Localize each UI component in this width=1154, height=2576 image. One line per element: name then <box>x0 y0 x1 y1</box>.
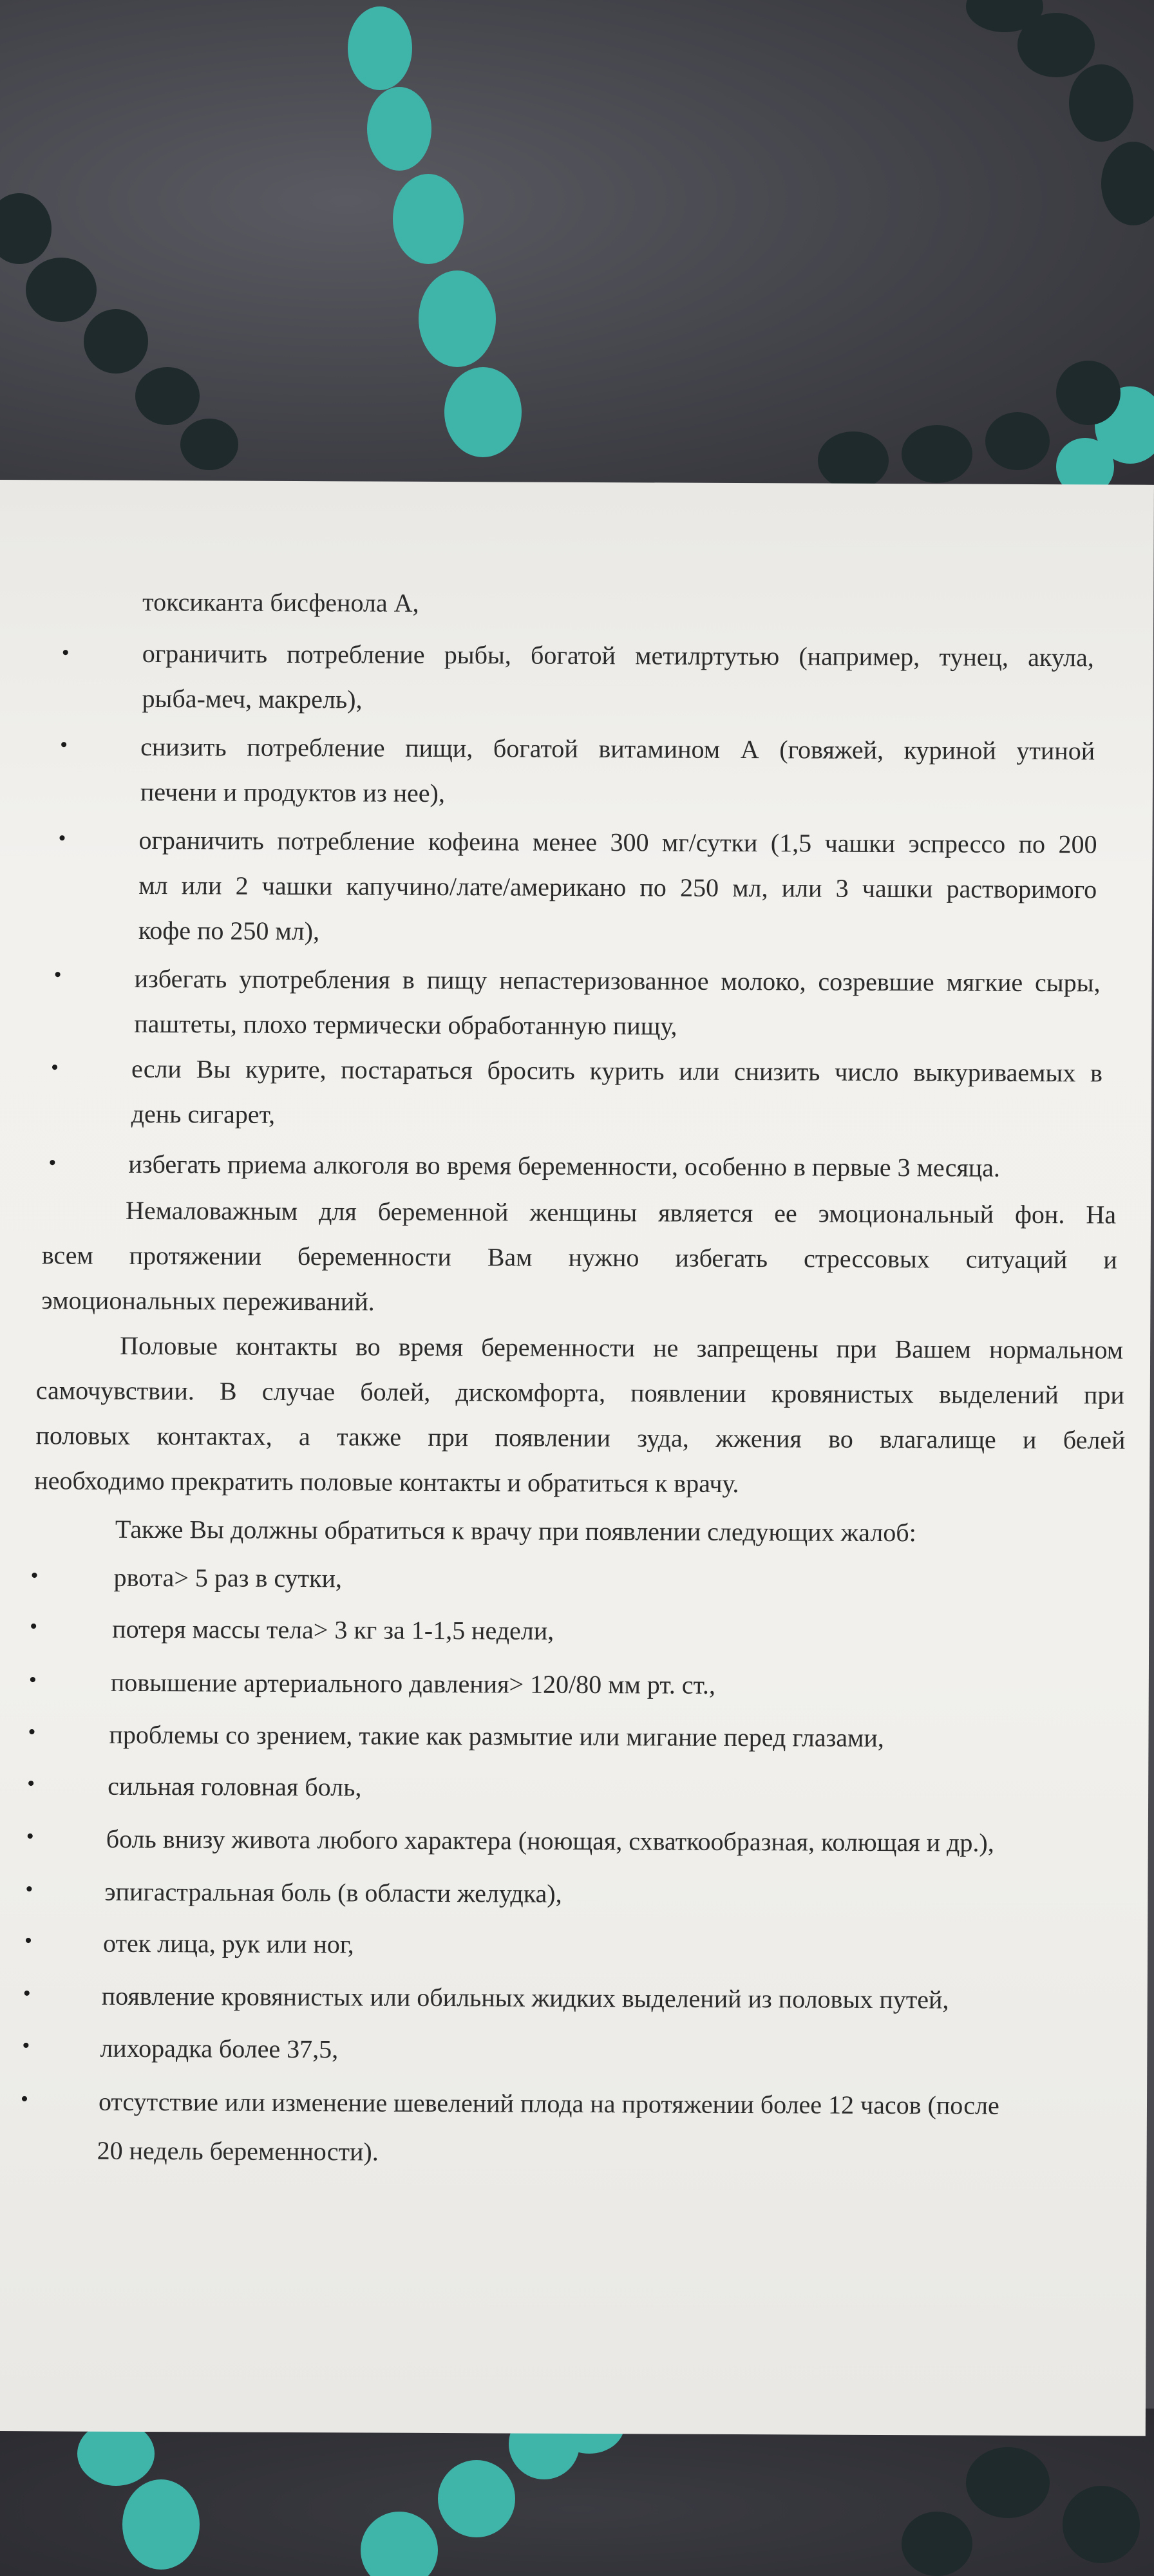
fabric-dot <box>985 412 1050 470</box>
fabric-dot <box>26 258 97 322</box>
bullet-icon: • <box>24 1929 33 1953</box>
fabric-dot <box>135 367 200 425</box>
fabric-dot <box>419 270 496 367</box>
paragraph-line: Немаловажным для беременной женщины является ее эмоциональный фон. На <box>125 1195 1117 1229</box>
fabric-dot <box>1056 361 1121 425</box>
complaint-item: боль внизу живота любого характера (ноющая, схваткообразная, колющая и др.), <box>106 1824 994 1857</box>
fabric-dot <box>1101 142 1154 225</box>
list-item-line: мл или 2 чашки капучино/лате/американо по 250 мл, или 3 чашки растворимого <box>138 870 1097 904</box>
fabric-dot <box>348 6 412 90</box>
paper-sheet <box>0 480 1154 2436</box>
fabric-dot <box>438 2460 515 2537</box>
list-item-line: избегать приема алкоголя во время беременности, особенно в первые 3 месяца. <box>128 1149 1001 1182</box>
fabric-dot <box>1063 2486 1140 2563</box>
list-item-line: избегать употребления в пищу непастеризованное молоко, созревшие мягкие сыры, <box>134 963 1101 998</box>
paragraph-line: половых контактах, а также при появлении зуда, жжения во влагалище и белей <box>35 1421 1126 1455</box>
fabric-dot <box>902 2512 972 2576</box>
bullet-icon: • <box>27 1772 35 1796</box>
list-item-line: печени и продуктов из нее), <box>140 777 446 808</box>
complaint-item: повышение артериального давления> 120/80 мм рт. ст., <box>110 1667 716 1700</box>
list-item-line: если Вы курите, постараться бросить курить или снизить число выкуриваемых в <box>131 1054 1103 1088</box>
bullet-icon: • <box>25 1877 33 1902</box>
fabric-dot <box>444 367 522 457</box>
fabric-dot <box>966 2447 1050 2518</box>
list-item-line: паштеты, плохо термически обработанную пищу, <box>134 1009 677 1041</box>
bullet-icon: • <box>61 641 70 665</box>
fabric-background-top <box>0 0 1154 502</box>
paragraph-line: необходимо прекратить половые контакты и обратиться к врачу. <box>34 1466 739 1499</box>
paragraph-line: эмоциональных переживаний. <box>41 1285 375 1316</box>
complaint-item: потеря массы тела> 3 кг за 1-1,5 недели, <box>112 1614 554 1645</box>
complaint-item: отсутствие или изменение шевелений плода на протяжении более 12 часов (после <box>98 2087 999 2120</box>
fabric-dot <box>1069 64 1133 142</box>
bullet-icon: • <box>22 2034 30 2058</box>
complaint-item: проблемы со зрением, такие как размытие или мигание перед глазами, <box>109 1719 884 1753</box>
complaint-item: эпигастральная боль (в области желудка), <box>104 1877 562 1908</box>
list-item-line: снизить потребление пищи, богатой витамином А (говяжей, куриной утиной <box>140 732 1095 766</box>
bullet-icon: • <box>60 733 68 757</box>
bullet-icon: • <box>30 1615 38 1639</box>
paragraph-line: всем протяжении беременности Вам нужно избегать стрессовых ситуаций и <box>41 1240 1117 1274</box>
fabric-dot <box>902 425 972 483</box>
bullet-icon: • <box>53 963 62 987</box>
fabric-dot <box>818 431 889 489</box>
complaint-item: отек лица, рук или ног, <box>102 1928 354 1959</box>
list-item-line: ограничить потребление рыбы, богатой метилртутью (например, тунец, акула, <box>142 638 1094 672</box>
bullet-icon: • <box>20 2087 29 2112</box>
list-item-line: рыба-меч, макрель), <box>142 683 363 714</box>
bullet-icon: • <box>48 1151 57 1175</box>
fabric-dot <box>367 87 431 171</box>
fabric-dot <box>361 2512 438 2576</box>
paragraph-line: Половые контакты во время беременности не запрещены при Вашем нормальном <box>120 1331 1124 1365</box>
complaint-item: лихорадка более 37,5, <box>100 2033 339 2064</box>
bullet-icon: • <box>58 826 66 851</box>
intro-fragment: токсиканта бисфенола А, <box>142 587 419 618</box>
bullet-icon: • <box>28 1720 36 1745</box>
fabric-dot <box>1017 13 1095 77</box>
bullet-icon: • <box>30 1564 39 1588</box>
document-body <box>0 480 1154 2436</box>
complaint-item: рвота> 5 раз в сутки, <box>113 1562 343 1593</box>
fabric-dot <box>0 193 52 264</box>
bullet-icon: • <box>23 1982 31 2006</box>
bullet-icon: • <box>50 1056 59 1080</box>
complaint-item: появление кровянистых или обильных жидких выделений из половых путей, <box>101 1981 949 2014</box>
fabric-dot <box>393 174 464 264</box>
complaint-item: 20 недель беременности). <box>97 2136 379 2166</box>
paragraph-line: Также Вы должны обратиться к врачу при появлении следующих жалоб: <box>115 1514 916 1548</box>
list-item-line: ограничить потребление кофеина менее 300 мг/сутки (1,5 чашки эспрессо по 200 <box>138 825 1097 859</box>
list-item-line: кофе по 250 мл), <box>138 915 320 946</box>
fabric-dot <box>84 309 148 374</box>
bullet-icon: • <box>28 1668 37 1692</box>
paragraph-line: самочувствии. В случае болей, дискомфорта, появлении кровянистых выделений при <box>35 1376 1124 1410</box>
list-item-line: день сигарет, <box>131 1099 276 1129</box>
bullet-icon: • <box>26 1824 34 1849</box>
fabric-dot <box>122 2479 200 2570</box>
fabric-dot <box>180 419 238 470</box>
complaint-item: сильная головная боль, <box>108 1771 362 1802</box>
